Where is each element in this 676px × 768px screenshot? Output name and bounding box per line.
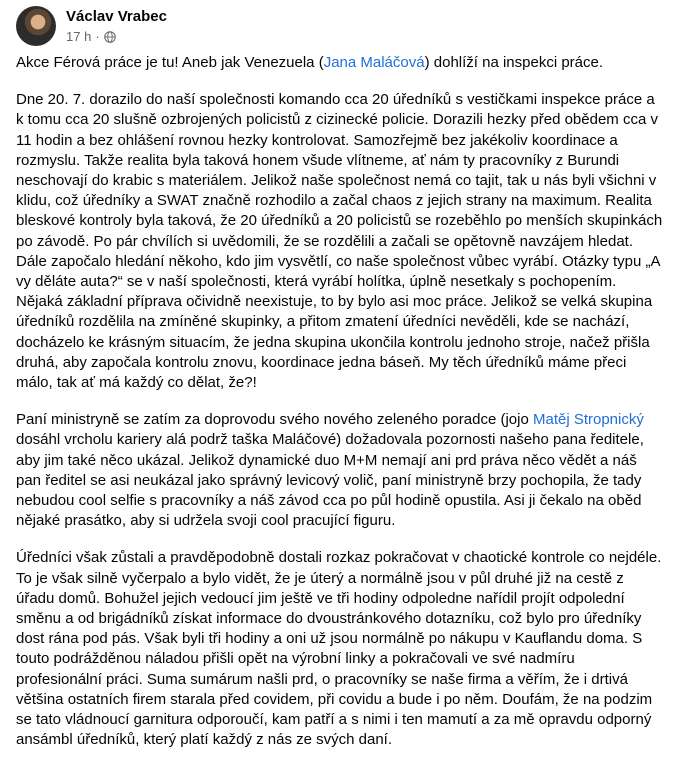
paragraph-text: ) dohlíží na inspekci práce. <box>424 54 604 71</box>
post-paragraph <box>16 548 664 750</box>
separator-dot: · <box>95 29 100 44</box>
post-paragraph <box>16 410 664 531</box>
post-paragraph <box>16 90 664 393</box>
post-paragraph <box>16 53 664 73</box>
author-name[interactable]: Václav Vrabec <box>66 8 167 25</box>
paragraph-text: Paní ministryně se zatím za doprovodu svého nového zeleného poradce (jojo <box>16 411 533 429</box>
mention-link[interactable]: Matěj Stropnický <box>532 411 644 429</box>
author-avatar[interactable] <box>16 6 56 46</box>
post-meta <box>66 7 167 45</box>
globe-icon[interactable] <box>104 31 116 43</box>
paragraph-text: dosáhl vrcholu kariery alá podrž taška Maláčové) dožadovala pozornosti našeho pana ředitele, aby jim také něco ukázal. Jelikož dynamické duo M+M nemají ani prd práva něco vědět a náš pan ředitel se asi neukázal jako správný levicový volič, paní ministryně brzy pochopila, že tady nebudou cool selfie s pracovníky a náš závod cca po půl hodině opustila. Asi ji čekalo na oběd nějaké prasátko, aby si udržela svoji cool pracující figuru. <box>16 431 644 530</box>
paragraph-text: Dne 20. 7. dorazilo do naší společnosti komando cca 20 úředníků s vestičkami inspekce práce a k tomu cca 20 slušně ozbrojených policistů z cizinecké policie. Dorazili hezky před obědem cca v 11 hodin a bez ohlášení rovnou hezky kontrolovat. Samozřejmě bez jakékoliv koordinace a rozmyslu. Takže realita byla taková honem všude vlítneme, ať nám ty pracovníky z Burundi neschovají do krabic s materiálem. Jelikož naše společnost nemá co tajit, tak u nás byli všichni v klidu, což úředníky a SWAT značně rozhodilo a začal chaos z jejich strany na maximum. Realita bleskové kontroly byla taková, že 20 úředníků a 20 policistů se rozeběhlo po menších skupinkách po závodě. Po pár chvílích si uvědomili, že se rozdělili a začali se opětovně navzájem hledat. Dále započalo hledání někoho, kdo jim vysvětlí, co naše společnost vůbec vyrábí. Otázky typu „A vy děláte auta?“ se v naší společnosti, která vyrábí holítka, úplně nesetkaly s pochopením. Nějaká základní příprava očividně neexistuje, to by bylo asi moc práce. Jelikož se velká skupina úředníků rozdělila na zmíněné skupinky, a přitom zmatení úředníci nevěděli, kde se nachází, docházelo ke krásným situacím, že jedna skupina ukončila kontrolu jednoho stroje, načež přišla druhá, aby započala kontrolu znovu, koordinace jedna báseň. My těch úředníků máme přeci málo, tak ať má každý co dělat, že?! <box>16 91 663 392</box>
paragraph-text: Úředníci však zůstali a pravděpodobně dostali rozkaz pokračovat v chaotické kontrole co nejdéle. To je však silně vyčerpalo a bylo vidět, že je úterý a normálně jsou v půl druhé již na cestě z úřadu domů. Bohužel jejich vedoucí jim ještě ve tři hodiny odpoledne nařídil projít odpolední směnu a od brigádníků získat informace do dvoustránkového dotazníku, což bylo pro úředníky dost rána pod pás. Však byli tři hodiny a oni už jsou normálně po nákupu v Kauflandu doma. S touto podrážděnou náladou přišli opět na výrobní linky a pokračovali ve své nadmíru profesionální práci. Suma sumárum našli prd, o pracovníky se naše firma a věřím, že i drtivá většina ostatních firem starala před covidem, při covidu a bude i po něm. Doufám, že na podzim se tato vládnoucí garnitura odporoučí, kam patří a s nimi i ten mamutí a za mě opravdu odporný ansámbl úředníků, který platí každý z nás ze svých daní. <box>16 549 662 749</box>
post-timestamp[interactable]: 17 h <box>66 29 92 44</box>
post-body <box>16 53 664 768</box>
post-header <box>16 6 167 46</box>
paragraph-text: Akce Férová práce je tu! Aneb jak Venezuela ( <box>16 54 324 71</box>
mention-link[interactable]: Jana Maláčová <box>323 54 425 71</box>
post-subline <box>66 28 167 45</box>
